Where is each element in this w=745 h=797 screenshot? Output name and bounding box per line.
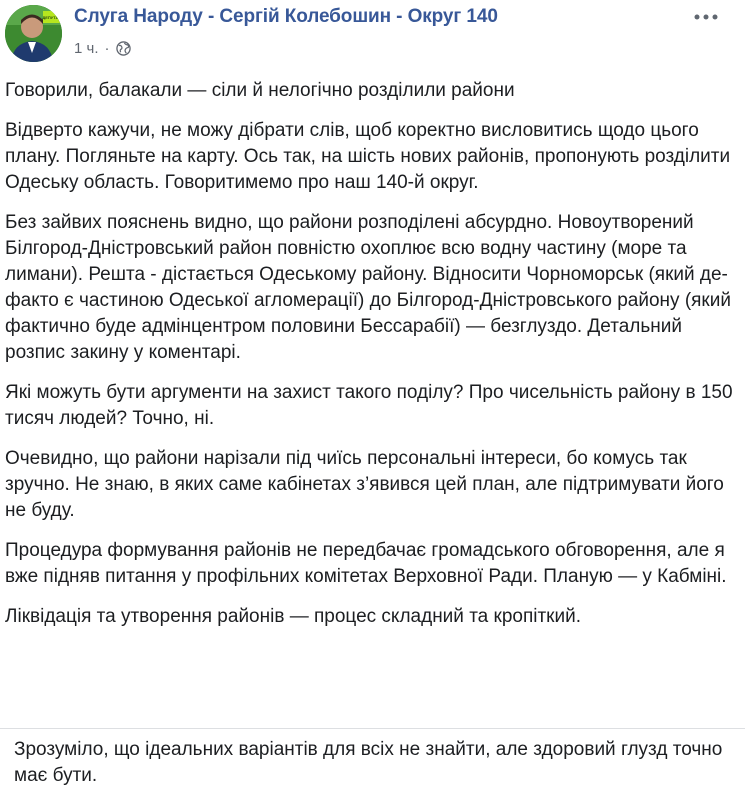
more-options-button[interactable] <box>686 5 726 29</box>
author-name[interactable]: Слуга Народу - Сергій Колебошин - Округ 140 <box>74 6 498 27</box>
post-paragraph: Які можуть бути аргументи на захист такого поділу? Про чисельність району в 150 тисяч людей? Точно, ні. <box>5 382 733 429</box>
meta-separator: · <box>104 40 110 57</box>
divider <box>0 728 745 729</box>
avatar-badge-text: ДЕПУТАТ <box>42 15 61 20</box>
post-paragraph: Ліквідація та утворення районів — процес складний та кропіткий. <box>5 606 582 627</box>
post-paragraph: Відверто кажучи, не можу дібрати слів, щоб коректно висловитись щодо цього плану. Погляньте на карту. Ось так, на шість нових районів, пропонують розділити Одеську область. Говоритимемо про наш 140-й округ. <box>5 120 731 193</box>
avatar[interactable] <box>5 5 62 62</box>
post-paragraph: Зрозуміло, що ідеальних варіантів для всіх не знайти, але здоровий глузд точно має бути. <box>14 739 723 786</box>
post-meta <box>74 40 131 57</box>
avatar-image <box>5 5 62 62</box>
post-timestamp[interactable]: 1 ч. <box>74 40 99 57</box>
post-paragraph: Без зайвих пояснень видно, що райони розподілені абсурдно. Новоутворений Білгород-Дністровський район повністю охоплює всю водну частину (море та лимани). Решта - дістається Одеському району. Відносити Чорноморськ (який де-факто є частиною Одеської агломерації) до Білгород-Дністровського району (який фактично буде адмінцентром половини Бессарабії) — безглуздо. Детальний розпис закину у коментарі. <box>5 212 731 363</box>
post-paragraph: Процедура формування районів не передбачає громадського обговорення, але я вже підняв питання у профільних комітетах Верховної Ради. Планую — у Кабміні. <box>5 540 727 587</box>
post-body-continued <box>14 737 734 789</box>
post-header <box>0 0 745 72</box>
post-paragraph: Говорили, балакали — сіли й нелогічно розділили райони <box>5 80 515 101</box>
post-paragraph: Очевидно, що райони нарізали під чиїсь персональні інтереси, бо комусь так зручно. Не знаю, в яких саме кабінетах з’явився цей план, але підтримувати його не буду. <box>5 448 724 521</box>
globe-icon[interactable] <box>116 41 131 56</box>
more-horizontal-icon <box>694 14 718 20</box>
post-body <box>5 78 740 644</box>
